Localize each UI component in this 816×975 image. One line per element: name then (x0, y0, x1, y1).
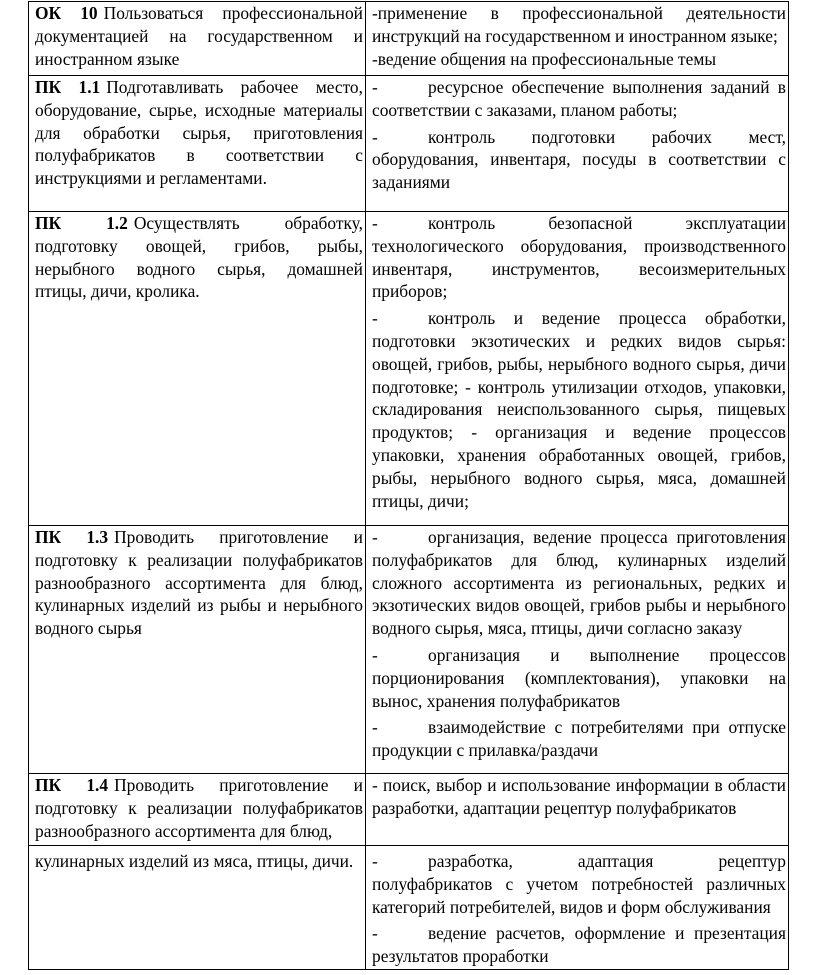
competency-title: Пользоваться профессиональной документацией на государственном и иностранном языке (35, 3, 363, 69)
competency-cell (29, 212, 366, 526)
indicator-item: - поиск, выбор и использование информации в области разработки, адаптации рецептур полуфабрикатов (372, 775, 786, 818)
indicator-item (372, 644, 786, 712)
table-row (29, 526, 789, 774)
competency-code: ПК 1.2 (35, 213, 128, 233)
indicators-cell (366, 212, 789, 526)
competency-cell (29, 846, 366, 970)
list-dash: - (372, 77, 378, 97)
list-dash: - (372, 126, 378, 147)
competency-table (28, 1, 789, 970)
competency-title: Подготавливать рабочее место, оборудование, сырье, исходные материалы для обработки сырья, приготовления полуфабрикатов в соответствии с инструкциями и регламентами. (35, 77, 363, 189)
list-dash: - (372, 527, 378, 547)
indicators-cell (366, 2, 789, 76)
competency-title: Проводить приготовление и подготовку к реализации полуфабрикатов разнообразного ассортимента для блюд, кулинарных изделий из рыбы и нерыбного водного сырья (35, 527, 363, 639)
competency-cell (29, 2, 366, 76)
competency-title: Проводить приготовление и подготовку к реализации полуфабрикатов разнообразного ассортимента для блюд, (35, 775, 363, 841)
indicator-text: ресурсное обеспечение выполнения заданий в соответствии с заказами, планом работы; (372, 77, 786, 120)
indicator-item: -ведение общения на профессиональные темы (372, 48, 717, 69)
list-dash: - (372, 923, 378, 944)
table-row (29, 212, 789, 526)
indicator-item (372, 922, 786, 968)
competency-code: ПК 1.1 (35, 77, 101, 97)
indicators-cell (366, 526, 789, 774)
table-row (29, 774, 789, 846)
indicator-text: ведение расчетов, оформление и презентация результатов проработки (372, 923, 786, 967)
indicator-text: взаимодействие с потребителями при отпуске продукции с прилавка/раздачи (372, 717, 786, 761)
competency-cell (29, 774, 366, 846)
competency-cell (29, 526, 366, 774)
indicator-item: -применение в профессиональной деятельности инструкций на государственном и иностранном языке; (372, 3, 786, 46)
indicator-text: организация и выполнение процессов порционирования (комплектования), упаковки на вынос, хранения полуфабрикатов (372, 644, 786, 711)
list-dash: - (372, 308, 378, 329)
table-row (29, 76, 789, 212)
list-dash: - (372, 644, 378, 665)
competency-code: ОК 10 (35, 3, 98, 23)
indicator-item (372, 307, 786, 512)
indicator-text: разработка, адаптация рецептур полуфабрикатов с учетом потребностей различных категорий потребителей, видов и форм обслуживания (372, 851, 786, 917)
indicator-item (372, 212, 786, 303)
competency-code: ПК 1.3 (35, 527, 109, 547)
indicator-item (372, 716, 786, 762)
indicators-cell (366, 76, 789, 212)
indicators-cell (366, 846, 789, 970)
indicator-text: контроль безопасной эксплуатации технологического оборудования, производственного инвентаря, инструментов, весоизмерительных приборов; (372, 213, 786, 302)
competency-title: кулинарных изделий из мяса, птицы, дичи. (35, 851, 354, 871)
indicators-cell (366, 774, 789, 846)
competency-title: Осуществлять обработку, подготовку овощей, грибов, рыбы, нерыбного водного сырья, домашней птицы, дичи, кролика. (35, 213, 363, 302)
indicator-text: контроль и ведение процесса обработки, подготовки экзотических и редких видов сырья: овощей, грибов, рыбы, нерыбного водного сырья, дичи подготовке; - контроль утилизации отходов, упаковки, складирования неиспользованного сырья, пищевых продуктов; - организация и ведение процессов упаковки, хранения обработанных овощей, грибов, рыбы, нерыбного водного сырья, мяса, домашней птицы, дичи; (372, 308, 786, 511)
list-dash: - (372, 851, 378, 871)
indicator-item (372, 76, 786, 122)
list-dash: - (372, 717, 378, 738)
indicator-item (372, 850, 786, 918)
indicator-text: организация, ведение процесса приготовления полуфабрикатов для блюд, кулинарных изделий сложного ассортимента из региональных, редких и экзотических видов овощей, грибов рыбы и нерыбного водного сырья, мяса, птицы, дичи согласно заказу (372, 527, 786, 639)
indicator-text: контроль подготовки рабочих мест, оборудования, инвентаря, посуды в соответствии с заданиями (372, 126, 786, 193)
table-row (29, 2, 789, 76)
list-dash: - (372, 213, 378, 233)
competency-cell (29, 76, 366, 212)
table-row (29, 846, 789, 970)
competency-code: ПК 1.4 (35, 775, 109, 795)
indicator-item (372, 526, 786, 640)
indicator-item (372, 126, 786, 194)
